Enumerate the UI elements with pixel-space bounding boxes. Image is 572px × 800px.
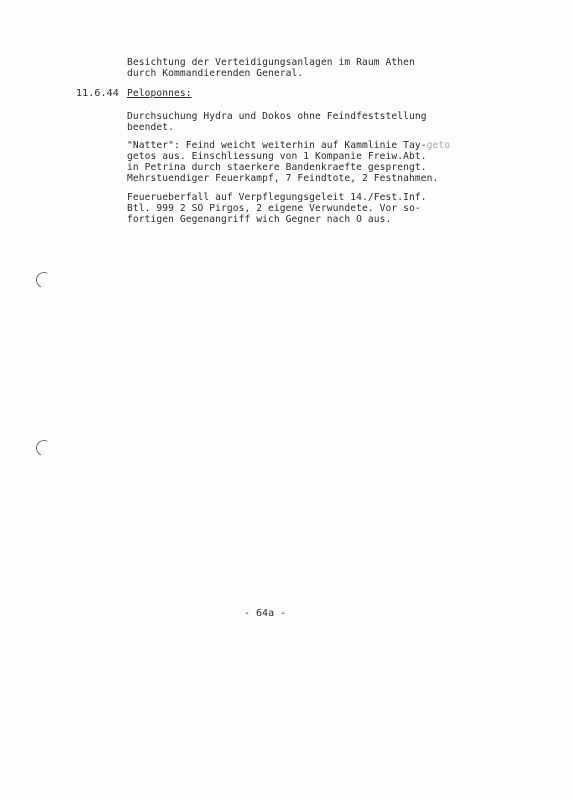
paragraph-2-line-1 — [127, 140, 450, 151]
paragraph-3-line-2: Btl. 999 2 SO Pirgos, 2 eigene Verwundete. Vor so- — [127, 203, 421, 214]
entry-date: 11.6.44 — [76, 88, 119, 99]
intro-line-2: durch Kommandierenden General. — [127, 68, 304, 79]
paragraph-2-line-2: getos aus. Einschliessung von 1 Kompanie Freiw.Abt. — [127, 151, 427, 162]
punch-hole-mark-bottom — [34, 438, 55, 459]
paragraph-2-line-3: in Petrina durch staerkere Bandenkraefte gesprengt. — [127, 162, 427, 173]
intro-line-1: Besichtung der Verteidigungsanlagen im Raum Athen — [127, 57, 415, 68]
paragraph-3-line-3: fortigen Gegenangriff wich Gegner nach O aus. — [127, 214, 392, 225]
punch-hole-mark-top — [34, 270, 55, 291]
paragraph-1-line-1: Durchsuchung Hydra und Dokos ohne Feindfeststellung — [127, 111, 427, 122]
paragraph-2-line-1-text: "Natter": Feind weicht weiterhin auf Kammlinie Tay- — [127, 140, 427, 151]
page-number: - 64a - — [244, 608, 287, 619]
entry-region: Peloponnes: — [127, 88, 192, 99]
paragraph-1-line-2: beendet. — [127, 122, 175, 133]
paragraph-2-faint-text: geto — [426, 140, 451, 151]
paragraph-2-line-4: Mehrstuendiger Feuerkampf, 7 Feindtote, 2 Festnahmen. — [127, 173, 439, 184]
paragraph-3-line-1: Feuerueberfall auf Verpflegungsgeleit 14./Fest.Inf. — [127, 192, 427, 203]
